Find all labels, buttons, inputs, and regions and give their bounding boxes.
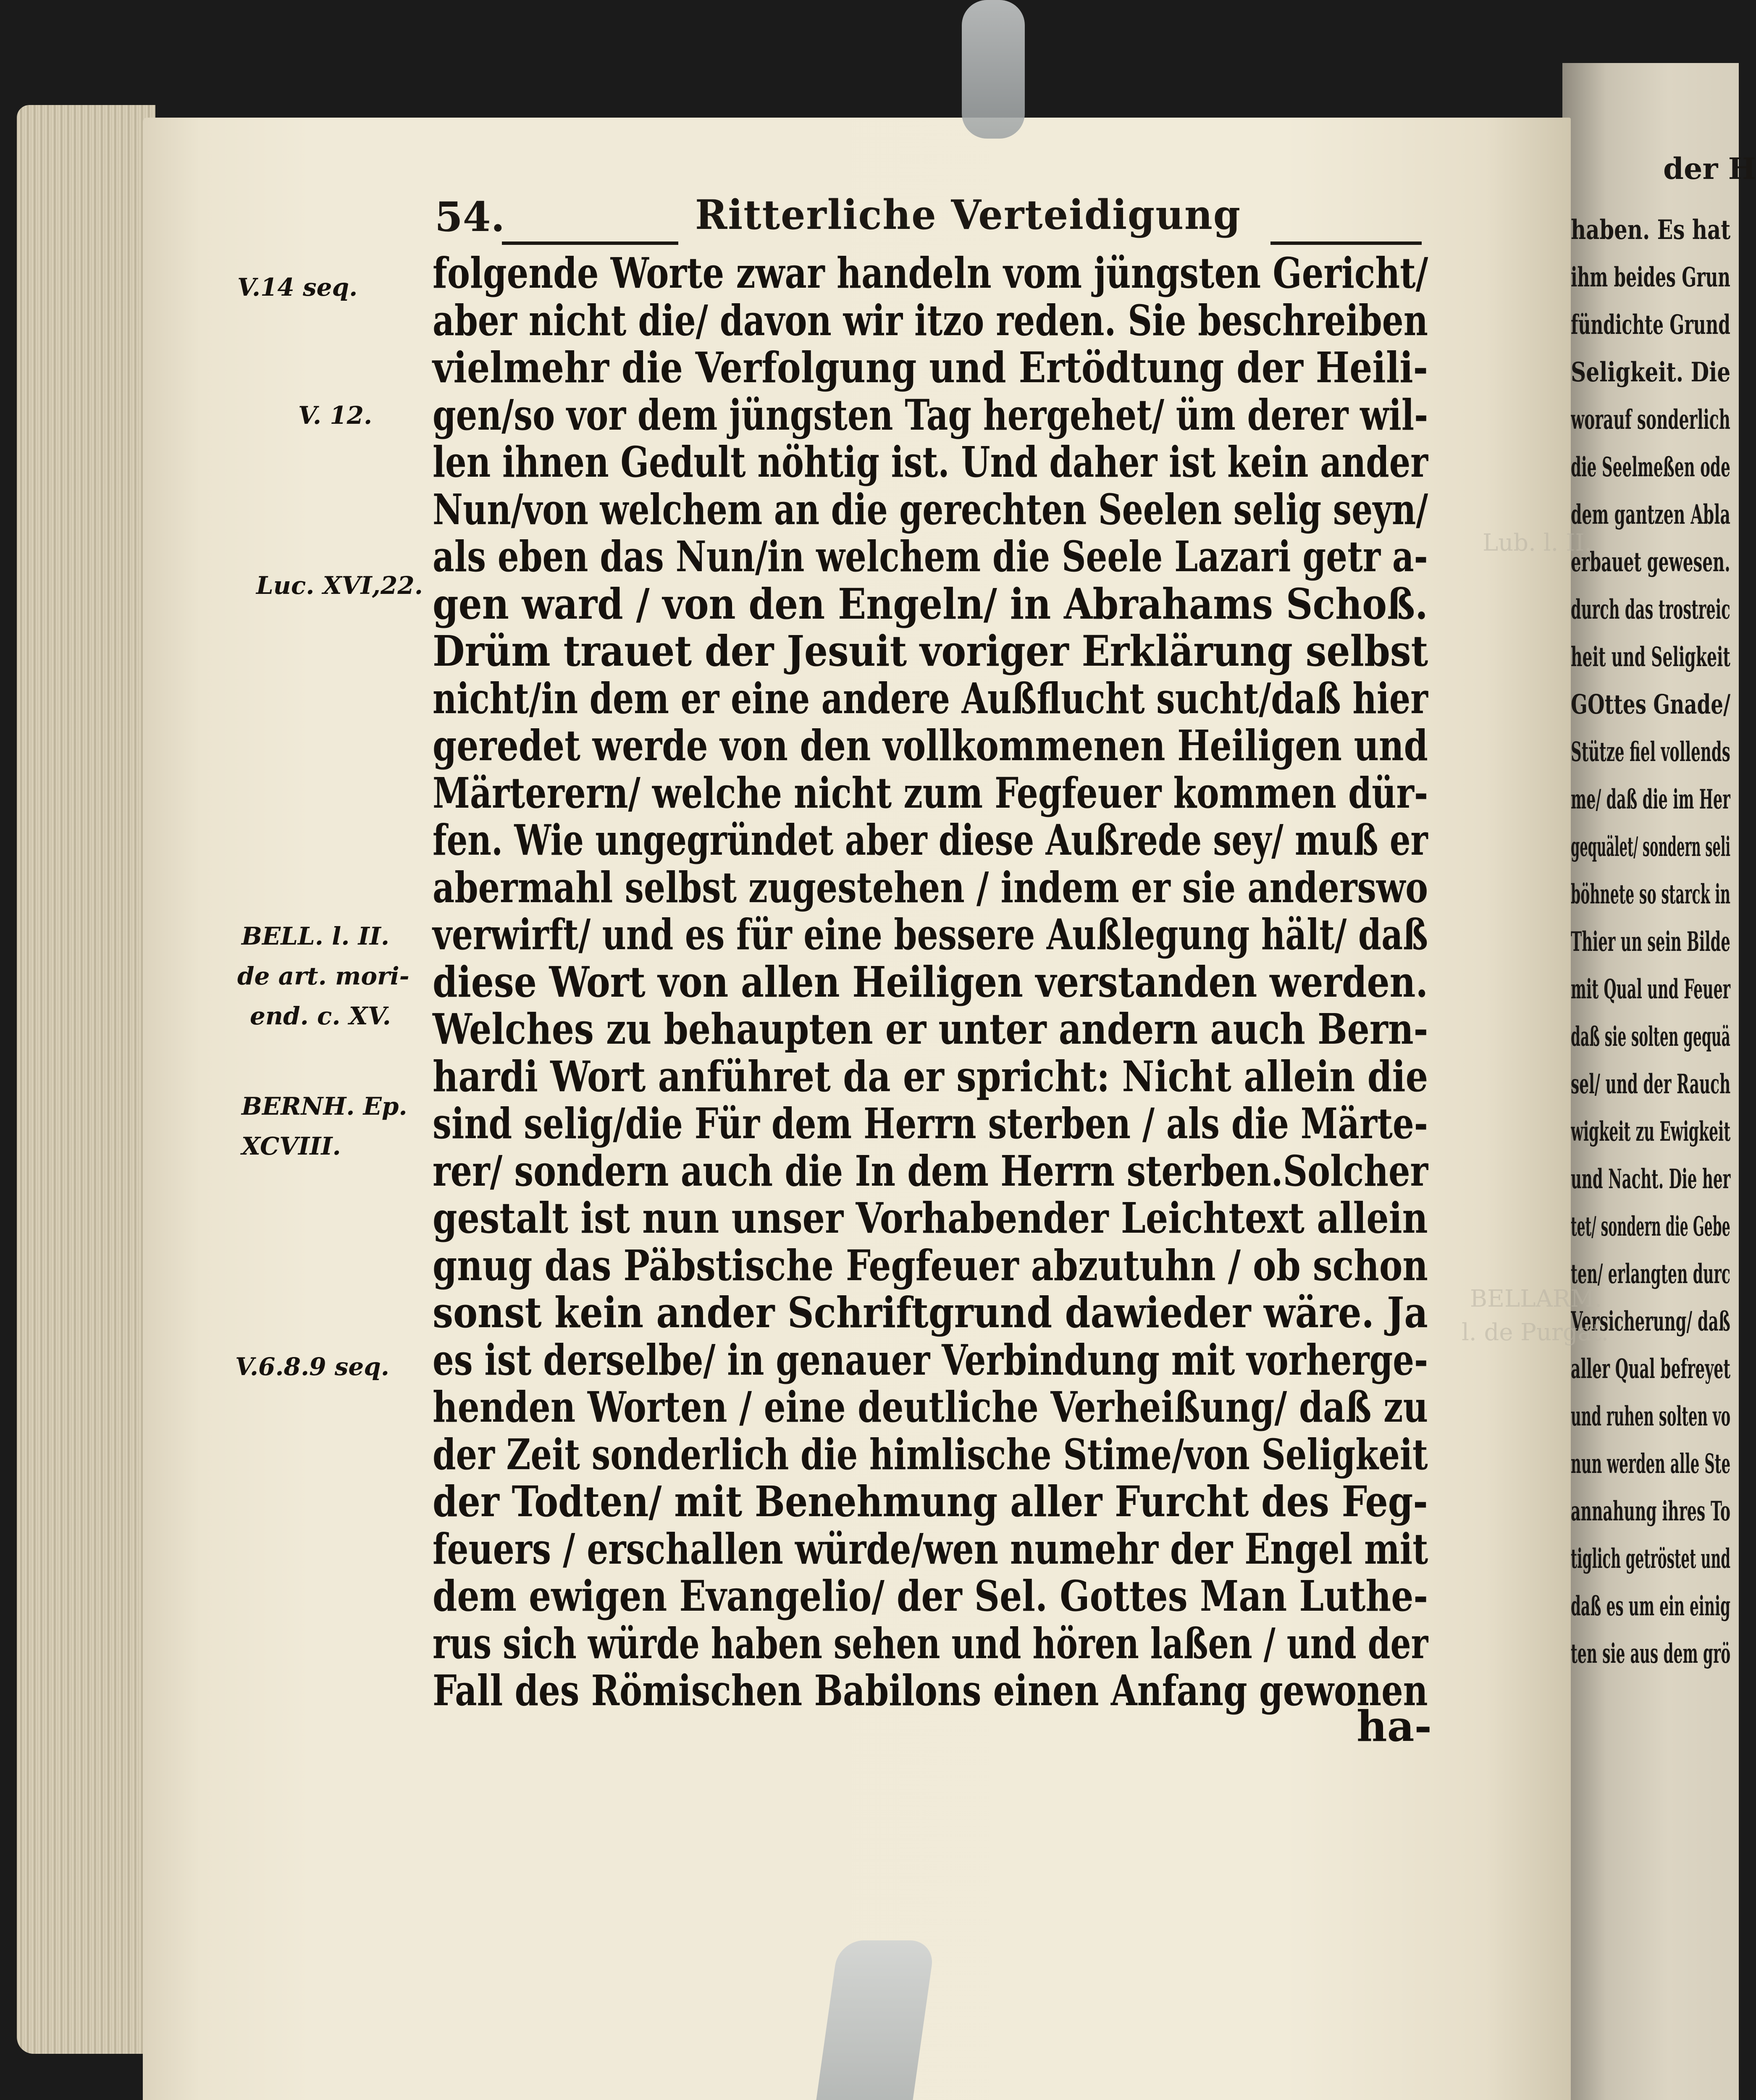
- running-title: Ritterliche Verteidigung: [695, 191, 1241, 239]
- margin-note: end. c. XV.: [250, 1002, 391, 1030]
- facing-page-line: ihm beides Grun: [1571, 262, 1730, 293]
- margin-note: XCVIII.: [241, 1132, 341, 1160]
- facing-page-line: daß es um ein einig: [1571, 1591, 1731, 1622]
- text-line: rer/ sondern auch die In dem Herrn sterben.Solcher: [433, 1146, 1428, 1196]
- facing-page-line: gequälet/ sondern seli: [1571, 831, 1731, 863]
- facing-page-line: Thier un sein Bilde: [1571, 926, 1730, 958]
- facing-page-line: ten/ erlangten durc: [1571, 1258, 1731, 1290]
- text-line: folgende Worte zwar handeln vom jüngsten Gericht/: [433, 248, 1428, 298]
- facing-page-line: Versicherung/ daß: [1571, 1306, 1730, 1337]
- text-line: Märterern/ welche nicht zum Fegfeuer kommen dür-: [433, 768, 1428, 818]
- text-line: es ist derselbe/ in genauer Verbindung mit vorherge-: [433, 1335, 1428, 1385]
- bleed-through-text: Lub. l. II.: [1483, 529, 1592, 556]
- page-header: [435, 191, 1426, 246]
- text-line: gen/so vor dem jüngsten Tag hergehet/ üm derer wil-: [433, 390, 1428, 440]
- text-line: gestalt ist nun unser Vorhabender Leichtext allein: [433, 1193, 1428, 1243]
- page-number: 54.: [435, 193, 505, 241]
- margin-note: V.6.8.9 seq.: [235, 1352, 390, 1381]
- text-line: feuers / erschallen würde/wen numehr der Engel mit: [433, 1524, 1428, 1574]
- bleed-through-text: l. de Purgat.: [1462, 1319, 1609, 1346]
- facing-page-line: tiglich getröstet und: [1571, 1543, 1731, 1575]
- text-line: als eben das Nun/in welchem die Seele Lazari getr a-: [433, 532, 1428, 581]
- facing-page-line: heit und Seligkeit: [1571, 641, 1730, 673]
- facing-page-line: worauf sonderlich: [1571, 404, 1730, 436]
- margin-note: V. 12.: [298, 401, 373, 430]
- text-line: len ihnen Gedult nöhtig ist. Und daher ist kein ander: [433, 437, 1428, 487]
- text-line: verwirft/ und es für eine bessere Außlegung hält/ daß: [433, 910, 1428, 959]
- facing-page-line: böhnete so starck in: [1571, 879, 1730, 910]
- text-line: Fall des Römischen Babilons einen Anfang gewonen: [433, 1666, 1428, 1715]
- text-line: fen. Wie ungegründet aber diese Außrede sey/ muß er: [433, 815, 1428, 865]
- margin-note: BELL. l. II.: [241, 922, 390, 950]
- facing-page-line: wigkeit zu Ewigkeit: [1571, 1116, 1731, 1147]
- facing-page-line: mit Qual und Feuer: [1571, 974, 1730, 1005]
- facing-page-line: und ruhen solten vo: [1571, 1401, 1731, 1432]
- facing-page-line: erbauet gewesen.: [1571, 546, 1730, 578]
- facing-page-line: nun werden alle Ste: [1571, 1448, 1731, 1480]
- header-rule: [1270, 242, 1422, 245]
- margin-note: Luc. XVI,22.: [256, 571, 423, 600]
- facing-page-line: annahung ihres To: [1571, 1496, 1731, 1527]
- text-line: abermahl selbst zugestehen / indem er sie anderswo: [433, 862, 1428, 912]
- facing-page-line: daß sie solten gequä: [1571, 1021, 1730, 1053]
- facing-page-line: me/ daß die im Her: [1571, 784, 1730, 815]
- text-line: aber nicht die/ davon wir itzo reden. Sie beschreiben: [433, 295, 1428, 345]
- text-line: Nun/von welchem an die gerechten Seelen selig seyn/: [433, 484, 1428, 534]
- text-line: Drüm trauet der Jesuit voriger Erklärung selbst: [433, 626, 1428, 676]
- bleed-through-text: BELLARM.: [1470, 1285, 1602, 1312]
- catchword: ha-: [1357, 1701, 1432, 1751]
- text-line: nicht/in dem er eine andere Außflucht sucht/daß hier: [433, 673, 1428, 723]
- facing-page-line: Stütze fiel vollends: [1571, 736, 1730, 768]
- margin-note: BERNH. Ep.: [241, 1092, 407, 1121]
- text-line: sonst kein ander Schriftgrund dawieder wäre. Ja: [433, 1288, 1428, 1337]
- text-line: rus sich würde haben sehen und hören laßen / und der: [433, 1618, 1428, 1668]
- facing-page-line: die Seelmeßen ode: [1571, 452, 1730, 483]
- text-line: vielmehr die Verfolgung und Ertödtung der Heili-: [433, 343, 1428, 392]
- text-line: Welches zu behaupten er unter andern auch Bern-: [433, 1004, 1428, 1054]
- text-line: der Zeit sonderlich die himlische Stime/von Seligkeit: [433, 1429, 1428, 1479]
- facing-page-line: und Nacht. Die her: [1571, 1163, 1731, 1195]
- facing-page-line: durch das trostreic: [1571, 594, 1730, 625]
- text-line: sind selig/die Für dem Herrn sterben / als die Märte-: [433, 1099, 1428, 1148]
- margin-note: V.14 seq.: [237, 273, 358, 302]
- text-line: gen ward / von den Engeln/ in Abrahams Schoß.: [433, 579, 1428, 629]
- facing-page: [1562, 63, 1756, 2100]
- header-rule: [502, 242, 678, 245]
- text-line: henden Worten / eine deutliche Verheißung/ daß zu: [433, 1382, 1428, 1432]
- top-clip: [962, 0, 1025, 139]
- facing-page-line: ten sie aus dem grö: [1571, 1638, 1731, 1670]
- facing-page-line: aller Qual befreyet: [1571, 1353, 1731, 1385]
- facing-page-line: Seligkeit. Die: [1571, 357, 1731, 388]
- text-line: geredet werde von den vollkommenen Heiligen und: [433, 721, 1428, 770]
- facing-page-line: haben. Es hat: [1571, 214, 1731, 246]
- facing-page-header: der H: [1663, 151, 1756, 186]
- facing-page-line: dem gantzen Abla: [1571, 499, 1730, 530]
- text-line: dem ewigen Evangelio/ der Sel. Gottes Man Luthe-: [433, 1571, 1428, 1621]
- facing-page-line: GOttes Gnade/: [1571, 689, 1731, 720]
- facing-page-line: fündichte Grund: [1571, 309, 1730, 341]
- text-line: hardi Wort anführet da er spricht: Nicht allein die: [433, 1051, 1428, 1101]
- margin-note: de art. mori-: [237, 962, 409, 990]
- text-line: der Todten/ mit Benehmung aller Furcht des Feg-: [433, 1477, 1428, 1526]
- text-line: gnug das Päbstische Fegfeuer abzutuhn / ob schon: [433, 1240, 1428, 1290]
- facing-page-line: sel/ und der Rauch: [1571, 1068, 1731, 1100]
- facing-page-line: tet/ sondern die Gebe: [1571, 1211, 1730, 1242]
- text-line: diese Wort von allen Heiligen verstanden werden.: [433, 957, 1428, 1007]
- page-edge: [17, 105, 155, 2054]
